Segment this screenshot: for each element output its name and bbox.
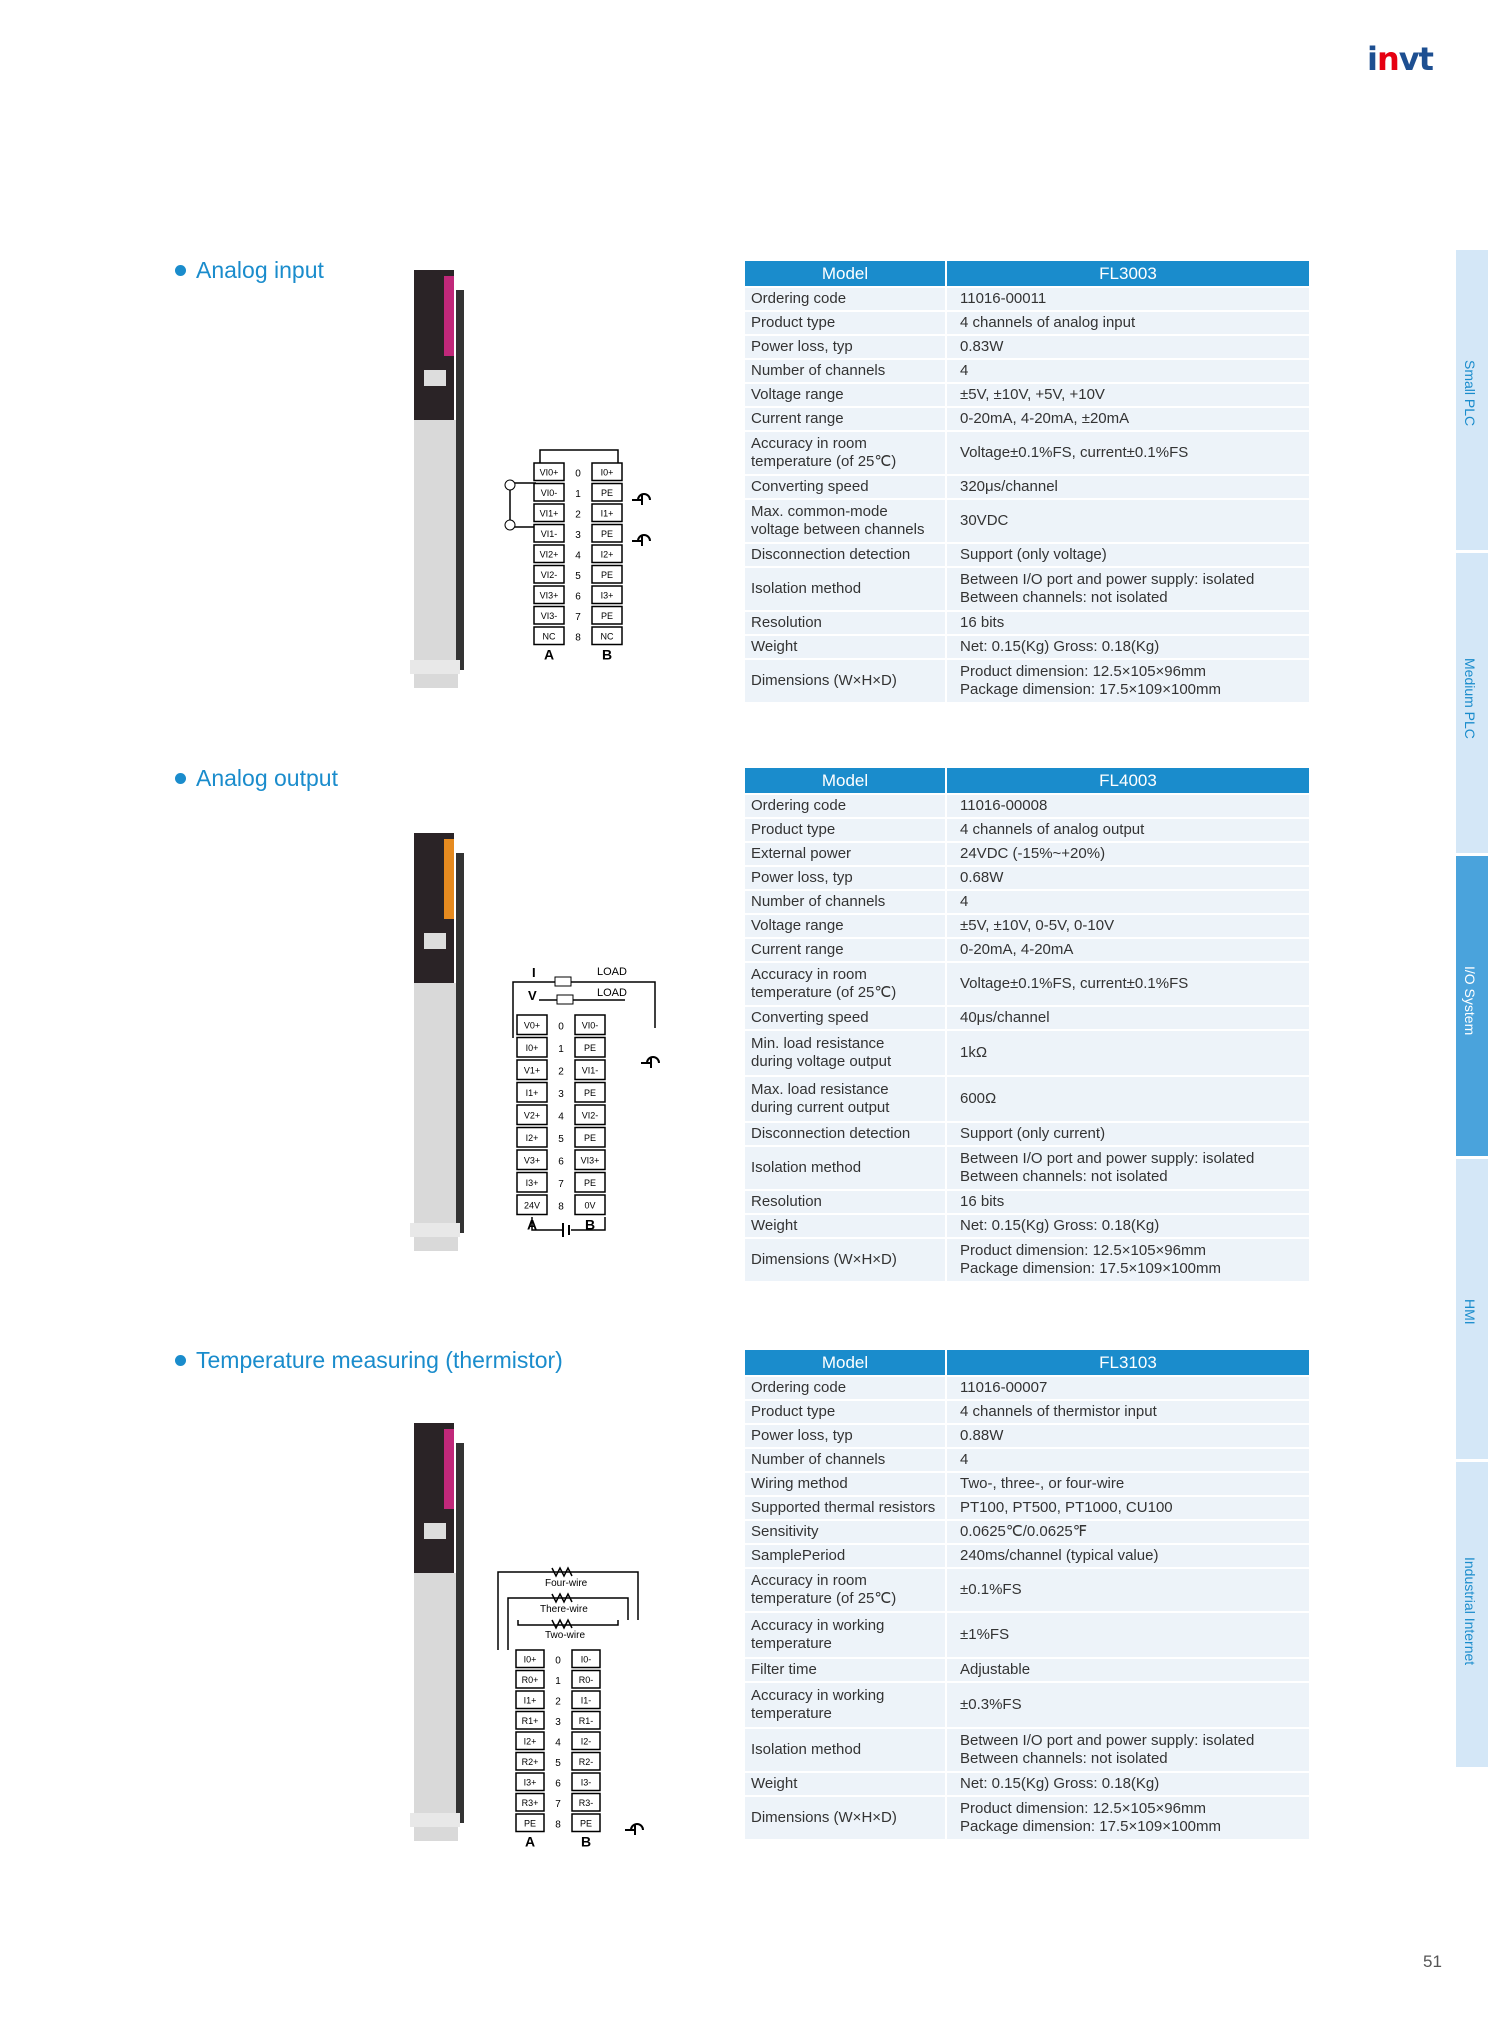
spec-key: Power loss, typ bbox=[744, 1424, 946, 1448]
spec-row bbox=[744, 287, 1310, 311]
spec-row bbox=[744, 335, 1310, 359]
load-resistor-icon bbox=[557, 995, 573, 1004]
tab-label: I/O System bbox=[1462, 966, 1478, 1036]
terminal-b-label: PE bbox=[600, 610, 614, 621]
terminal-number: 4 bbox=[575, 550, 581, 562]
spec-row bbox=[744, 962, 1310, 1006]
terminal-a-label: V2+ bbox=[523, 1110, 541, 1121]
terminal-number: 1 bbox=[558, 1043, 564, 1055]
fl3103-spec-table bbox=[743, 1348, 1311, 1841]
spec-value: 240ms/channel (typical value) bbox=[946, 1544, 1310, 1568]
terminal-b-label: PE bbox=[600, 487, 614, 498]
spec-value: 11016-00011 bbox=[946, 287, 1310, 311]
spec-row bbox=[744, 1424, 1310, 1448]
spec-row bbox=[744, 1612, 1310, 1658]
spec-value: 4 bbox=[946, 1448, 1310, 1472]
terminal-a-label: R2+ bbox=[521, 1756, 539, 1767]
terminal-b-label: PE bbox=[583, 1132, 597, 1143]
spec-value: Net: 0.15(Kg) Gross: 0.18(Kg) bbox=[946, 1772, 1310, 1796]
spec-row bbox=[744, 1238, 1310, 1282]
terminal-a-label: VI0- bbox=[540, 487, 558, 498]
tab-small-plc[interactable] bbox=[1456, 250, 1488, 550]
spec-value: Net: 0.15(Kg) Gross: 0.18(Kg) bbox=[946, 1214, 1310, 1238]
column-a-label: A bbox=[543, 646, 555, 663]
spec-key: Sensitivity bbox=[744, 1520, 946, 1544]
tab-label: Medium PLC bbox=[1462, 658, 1478, 739]
terminal-a-label: I3+ bbox=[525, 1177, 539, 1188]
spec-row bbox=[744, 1520, 1310, 1544]
spec-value: 0.0625℃/0.0625℉ bbox=[946, 1520, 1310, 1544]
fl4003-spec-table bbox=[743, 766, 1311, 1283]
model-header-label: Model bbox=[744, 1349, 946, 1376]
spec-value: 16 bits bbox=[946, 1190, 1310, 1214]
spec-row bbox=[744, 1006, 1310, 1030]
terminal-a-label: VI1+ bbox=[539, 508, 559, 519]
spec-value: 11016-00007 bbox=[946, 1376, 1310, 1400]
spec-value: PT100, PT500, PT1000, CU100 bbox=[946, 1496, 1310, 1520]
column-a-label: A bbox=[524, 1833, 536, 1850]
terminal-a-label: VI3- bbox=[540, 610, 558, 621]
spec-key: Isolation method bbox=[744, 567, 946, 611]
spec-key: Isolation method bbox=[744, 1146, 946, 1190]
fl3003-spec-table bbox=[743, 259, 1311, 704]
spec-key: Weight bbox=[744, 1772, 946, 1796]
column-b-label: B bbox=[601, 646, 613, 663]
spec-row bbox=[744, 866, 1310, 890]
spec-key: Product type bbox=[744, 311, 946, 335]
column-a-label: A bbox=[526, 1216, 538, 1233]
terminal-number: 6 bbox=[558, 1156, 564, 1168]
spec-row bbox=[744, 431, 1310, 475]
spec-row bbox=[744, 567, 1310, 611]
two-wire-label: Two-wire bbox=[545, 1630, 586, 1641]
load-label-1: LOAD bbox=[597, 966, 627, 978]
spec-value: 0.83W bbox=[946, 335, 1310, 359]
model-header-value: FL3103 bbox=[946, 1349, 1310, 1376]
fl4003-wiring-diagram bbox=[495, 960, 675, 1260]
spec-key: Weight bbox=[744, 1214, 946, 1238]
spec-value: 16 bits bbox=[946, 611, 1310, 635]
spec-row bbox=[744, 890, 1310, 914]
terminal-b-label: VI0- bbox=[581, 1020, 599, 1031]
terminal-number: 7 bbox=[555, 1798, 561, 1810]
spec-row bbox=[744, 311, 1310, 335]
spec-key: Accuracy in room temperature (of 25℃) bbox=[744, 431, 946, 475]
label-i: I bbox=[532, 965, 536, 980]
terminal-b-label: R3- bbox=[578, 1797, 594, 1808]
terminal-a-label: V1+ bbox=[523, 1065, 541, 1076]
ground-icon bbox=[641, 1057, 659, 1068]
terminal-number: 6 bbox=[555, 1778, 561, 1790]
terminal-number: 4 bbox=[555, 1737, 561, 1749]
spec-key: Dimensions (W×H×D) bbox=[744, 1796, 946, 1840]
spec-key: Dimensions (W×H×D) bbox=[744, 1238, 946, 1282]
tab-medium-plc[interactable] bbox=[1456, 553, 1488, 853]
current-source-icon bbox=[505, 520, 515, 530]
tab-label: Small PLC bbox=[1462, 360, 1478, 427]
load-resistor-icon bbox=[555, 977, 571, 986]
spec-row bbox=[744, 611, 1310, 635]
spec-key: Wiring method bbox=[744, 1472, 946, 1496]
terminal-b-label: R1- bbox=[578, 1715, 594, 1726]
terminal-number: 2 bbox=[558, 1066, 564, 1078]
model-header-label: Model bbox=[744, 260, 946, 287]
spec-value: Net: 0.15(Kg) Gross: 0.18(Kg) bbox=[946, 635, 1310, 659]
spec-key: Ordering code bbox=[744, 287, 946, 311]
spec-value: 0-20mA, 4-20mA, ±20mA bbox=[946, 407, 1310, 431]
resistor-icon bbox=[552, 1620, 572, 1628]
tab-label: HMI bbox=[1462, 1299, 1478, 1325]
spec-value: Product dimension: 12.5×105×96mm Package dimension: 17.5×109×100mm bbox=[946, 659, 1310, 703]
spec-row bbox=[744, 914, 1310, 938]
terminal-number: 5 bbox=[555, 1757, 561, 1769]
spec-value: 0.68W bbox=[946, 866, 1310, 890]
spec-row bbox=[744, 499, 1310, 543]
terminal-b-label: I3- bbox=[580, 1777, 592, 1788]
spec-key: Converting speed bbox=[744, 475, 946, 499]
spec-row bbox=[744, 1728, 1310, 1772]
terminal-b-label: I1- bbox=[580, 1695, 592, 1706]
terminal-a-label: VI2+ bbox=[539, 549, 559, 560]
spec-value: 0-20mA, 4-20mA bbox=[946, 938, 1310, 962]
spec-value: ±5V, ±10V, 0-5V, 0-10V bbox=[946, 914, 1310, 938]
spec-key: Max. common-mode voltage between channels bbox=[744, 499, 946, 543]
spec-key: Accuracy in room temperature (of 25℃) bbox=[744, 962, 946, 1006]
spec-key: Min. load resistance during voltage output bbox=[744, 1030, 946, 1076]
spec-row bbox=[744, 938, 1310, 962]
spec-key: Converting speed bbox=[744, 1006, 946, 1030]
terminal-number: 1 bbox=[555, 1675, 561, 1687]
spec-key: Disconnection detection bbox=[744, 1122, 946, 1146]
terminal-number: 2 bbox=[555, 1696, 561, 1708]
load-label-2: LOAD bbox=[597, 987, 627, 999]
spec-value: 4 channels of thermistor input bbox=[946, 1400, 1310, 1424]
spec-key: Power loss, typ bbox=[744, 335, 946, 359]
terminal-a-label: I2+ bbox=[523, 1736, 537, 1747]
spec-row bbox=[744, 543, 1310, 567]
terminal-b-label: VI1- bbox=[581, 1065, 599, 1076]
terminal-number: 7 bbox=[558, 1178, 564, 1190]
terminal-b-label: PE bbox=[579, 1818, 593, 1829]
spec-row bbox=[744, 794, 1310, 818]
spec-key: Product type bbox=[744, 818, 946, 842]
spec-value: 4 channels of analog output bbox=[946, 818, 1310, 842]
spec-value: ±1%FS bbox=[946, 1612, 1310, 1658]
model-header-value: FL3003 bbox=[946, 260, 1310, 287]
bullet-icon bbox=[175, 265, 186, 276]
spec-value: Support (only voltage) bbox=[946, 543, 1310, 567]
spec-row bbox=[744, 1122, 1310, 1146]
terminal-a-label: PE bbox=[523, 1818, 537, 1829]
terminal-a-label: VI1- bbox=[540, 528, 558, 539]
column-b-label: B bbox=[584, 1216, 596, 1233]
spec-key: Current range bbox=[744, 407, 946, 431]
section-title-thermistor: Temperature measuring (thermistor) bbox=[175, 1347, 563, 1374]
terminal-b-label: I3+ bbox=[600, 590, 614, 601]
fl4003-module-image bbox=[410, 833, 472, 1261]
terminal-b-label: R2- bbox=[578, 1756, 594, 1767]
spec-value: Between I/O port and power supply: isolated Between channels: not isolated bbox=[946, 1146, 1310, 1190]
spec-value: 4 bbox=[946, 890, 1310, 914]
spec-value: 40μs/channel bbox=[946, 1006, 1310, 1030]
spec-value: 320μs/channel bbox=[946, 475, 1310, 499]
current-source-icon bbox=[505, 480, 515, 490]
terminal-b-label: PE bbox=[600, 528, 614, 539]
spec-key: External power bbox=[744, 842, 946, 866]
spec-row bbox=[744, 635, 1310, 659]
terminal-a-label: I0+ bbox=[525, 1042, 539, 1053]
spec-value: ±5V, ±10V, +5V, +10V bbox=[946, 383, 1310, 407]
terminal-a-label: R0+ bbox=[521, 1674, 539, 1685]
spec-value: Adjustable bbox=[946, 1658, 1310, 1682]
terminal-number: 1 bbox=[575, 488, 581, 500]
spec-row bbox=[744, 1658, 1310, 1682]
model-header-label: Model bbox=[744, 767, 946, 794]
terminal-a-label: I3+ bbox=[523, 1777, 537, 1788]
spec-value: Voltage±0.1%FS, current±0.1%FS bbox=[946, 962, 1310, 1006]
spec-key: Voltage range bbox=[744, 914, 946, 938]
terminal-number: 0 bbox=[558, 1021, 564, 1033]
spec-row bbox=[744, 1190, 1310, 1214]
spec-key: Accuracy in room temperature (of 25℃) bbox=[744, 1568, 946, 1612]
terminal-b-label: I0- bbox=[580, 1654, 592, 1665]
terminal-number: 8 bbox=[558, 1201, 564, 1213]
terminal-a-label: R3+ bbox=[521, 1797, 539, 1808]
terminal-b-label: I1+ bbox=[600, 508, 614, 519]
terminal-b-label: VI2- bbox=[581, 1110, 599, 1121]
spec-value: Voltage±0.1%FS, current±0.1%FS bbox=[946, 431, 1310, 475]
spec-row bbox=[744, 1544, 1310, 1568]
spec-value: ±0.3%FS bbox=[946, 1682, 1310, 1728]
spec-key: Voltage range bbox=[744, 383, 946, 407]
spec-key: Number of channels bbox=[744, 359, 946, 383]
four-wire-label: Four-wire bbox=[545, 1578, 588, 1589]
model-header-value: FL4003 bbox=[946, 767, 1310, 794]
spec-key: Filter time bbox=[744, 1658, 946, 1682]
spec-row bbox=[744, 818, 1310, 842]
wire bbox=[540, 450, 618, 463]
spec-row bbox=[744, 359, 1310, 383]
tab-io-system[interactable] bbox=[1456, 856, 1488, 1156]
spec-key: Weight bbox=[744, 635, 946, 659]
spec-row bbox=[744, 1772, 1310, 1796]
ground-icon bbox=[632, 494, 650, 505]
ground-icon bbox=[625, 1824, 643, 1835]
terminal-a-label: VI3+ bbox=[539, 590, 559, 601]
spec-row bbox=[744, 1796, 1310, 1840]
terminal-number: 3 bbox=[575, 529, 581, 541]
spec-row bbox=[744, 1214, 1310, 1238]
spec-key: Accuracy in working temperature bbox=[744, 1612, 946, 1658]
terminal-b-label: R0- bbox=[578, 1674, 594, 1685]
spec-key: Dimensions (W×H×D) bbox=[744, 659, 946, 703]
bullet-icon bbox=[175, 1355, 186, 1366]
invt-logo: invt bbox=[1367, 40, 1433, 78]
three-wire-label: There-wire bbox=[540, 1604, 588, 1615]
terminal-number: 0 bbox=[575, 468, 581, 480]
label-v: V bbox=[528, 988, 537, 1003]
spec-value: 4 channels of analog input bbox=[946, 311, 1310, 335]
terminal-number: 2 bbox=[575, 509, 581, 521]
page-number: 51 bbox=[1423, 1952, 1442, 1971]
spec-key: SamplePeriod bbox=[744, 1544, 946, 1568]
spec-row bbox=[744, 475, 1310, 499]
fl3003-module-image bbox=[410, 270, 472, 698]
spec-key: Resolution bbox=[744, 611, 946, 635]
terminal-a-label: V3+ bbox=[523, 1155, 541, 1166]
terminal-a-label: 24V bbox=[523, 1200, 541, 1211]
terminal-number: 5 bbox=[575, 570, 581, 582]
terminal-b-label: 0V bbox=[584, 1200, 596, 1211]
section-title-analog-output: Analog output bbox=[175, 765, 338, 792]
terminal-b-label: VI3+ bbox=[580, 1155, 600, 1166]
spec-value: 0.88W bbox=[946, 1424, 1310, 1448]
terminal-a-label: R1+ bbox=[521, 1715, 539, 1726]
spec-key: Isolation method bbox=[744, 1728, 946, 1772]
battery-icon bbox=[563, 1223, 569, 1237]
spec-value: 24VDC (-15%~+20%) bbox=[946, 842, 1310, 866]
spec-value: Product dimension: 12.5×105×96mm Package dimension: 17.5×109×100mm bbox=[946, 1238, 1310, 1282]
column-b-label: B bbox=[580, 1833, 592, 1850]
terminal-a-label: V0+ bbox=[523, 1020, 541, 1031]
terminal-b-label: PE bbox=[583, 1177, 597, 1188]
terminal-b-label: I0+ bbox=[600, 467, 614, 478]
spec-key: Supported thermal resistors bbox=[744, 1496, 946, 1520]
tab-industrial-internet[interactable] bbox=[1456, 1462, 1488, 1767]
terminal-number: 0 bbox=[555, 1655, 561, 1667]
spec-row bbox=[744, 407, 1310, 431]
spec-value: 30VDC bbox=[946, 499, 1310, 543]
section-title-analog-input: Analog input bbox=[175, 257, 324, 284]
spec-value: ±0.1%FS bbox=[946, 1568, 1310, 1612]
spec-key: Max. load resistance during current output bbox=[744, 1076, 946, 1122]
terminal-a-label: I0+ bbox=[523, 1654, 537, 1665]
terminal-a-label: I1+ bbox=[525, 1087, 539, 1098]
spec-key: Number of channels bbox=[744, 890, 946, 914]
spec-key: Power loss, typ bbox=[744, 866, 946, 890]
tab-label: Industrial Internet bbox=[1462, 1557, 1478, 1666]
terminal-number: 4 bbox=[558, 1111, 564, 1123]
spec-key: Current range bbox=[744, 938, 946, 962]
terminal-b-label: PE bbox=[583, 1042, 597, 1053]
spec-value: Support (only current) bbox=[946, 1122, 1310, 1146]
fl3103-wiring-diagram bbox=[490, 1560, 655, 1860]
terminal-a-label: I1+ bbox=[523, 1695, 537, 1706]
terminal-a-label: NC bbox=[542, 631, 556, 642]
spec-key: Number of channels bbox=[744, 1448, 946, 1472]
spec-value: Between I/O port and power supply: isolated Between channels: not isolated bbox=[946, 1728, 1310, 1772]
spec-value: Between I/O port and power supply: isolated Between channels: not isolated bbox=[946, 567, 1310, 611]
spec-value: Two-, three-, or four-wire bbox=[946, 1472, 1310, 1496]
terminal-number: 8 bbox=[575, 632, 581, 644]
spec-row bbox=[744, 1146, 1310, 1190]
terminal-b-label: I2- bbox=[580, 1736, 592, 1747]
spec-key: Resolution bbox=[744, 1190, 946, 1214]
terminal-a-label: VI0+ bbox=[539, 467, 559, 478]
bullet-icon bbox=[175, 773, 186, 784]
wire bbox=[510, 483, 536, 527]
spec-row bbox=[744, 842, 1310, 866]
spec-key: Product type bbox=[744, 1400, 946, 1424]
spec-value: 11016-00008 bbox=[946, 794, 1310, 818]
spec-row bbox=[744, 659, 1310, 703]
terminal-number: 3 bbox=[558, 1088, 564, 1100]
terminal-number: 7 bbox=[575, 611, 581, 623]
terminal-number: 6 bbox=[575, 591, 581, 603]
spec-row bbox=[744, 1030, 1310, 1076]
terminal-a-label: VI2- bbox=[540, 569, 558, 580]
spec-row bbox=[744, 1400, 1310, 1424]
spec-row bbox=[744, 1568, 1310, 1612]
terminal-b-label: NC bbox=[600, 631, 614, 642]
tab-hmi[interactable] bbox=[1456, 1159, 1488, 1459]
terminal-b-label: PE bbox=[600, 569, 614, 580]
spec-row bbox=[744, 1682, 1310, 1728]
spec-key: Accuracy in working temperature bbox=[744, 1682, 946, 1728]
terminal-a-label: I2+ bbox=[525, 1132, 539, 1143]
terminal-number: 8 bbox=[555, 1819, 561, 1831]
ground-icon bbox=[632, 535, 650, 546]
terminal-number: 3 bbox=[555, 1716, 561, 1728]
spec-key: Ordering code bbox=[744, 1376, 946, 1400]
spec-value: 4 bbox=[946, 359, 1310, 383]
spec-row bbox=[744, 1076, 1310, 1122]
terminal-number: 5 bbox=[558, 1133, 564, 1145]
spec-row bbox=[744, 1376, 1310, 1400]
spec-value: 600Ω bbox=[946, 1076, 1310, 1122]
spec-key: Disconnection detection bbox=[744, 543, 946, 567]
spec-key: Ordering code bbox=[744, 794, 946, 818]
spec-row bbox=[744, 1472, 1310, 1496]
spec-row bbox=[744, 1496, 1310, 1520]
spec-value: 1kΩ bbox=[946, 1030, 1310, 1076]
terminal-b-label: I2+ bbox=[600, 549, 614, 560]
spec-row bbox=[744, 383, 1310, 407]
spec-value: Product dimension: 12.5×105×96mm Package dimension: 17.5×109×100mm bbox=[946, 1796, 1310, 1840]
spec-row bbox=[744, 1448, 1310, 1472]
fl3103-module-image bbox=[410, 1423, 472, 1851]
fl3003-wiring-diagram bbox=[500, 445, 670, 670]
terminal-b-label: PE bbox=[583, 1087, 597, 1098]
